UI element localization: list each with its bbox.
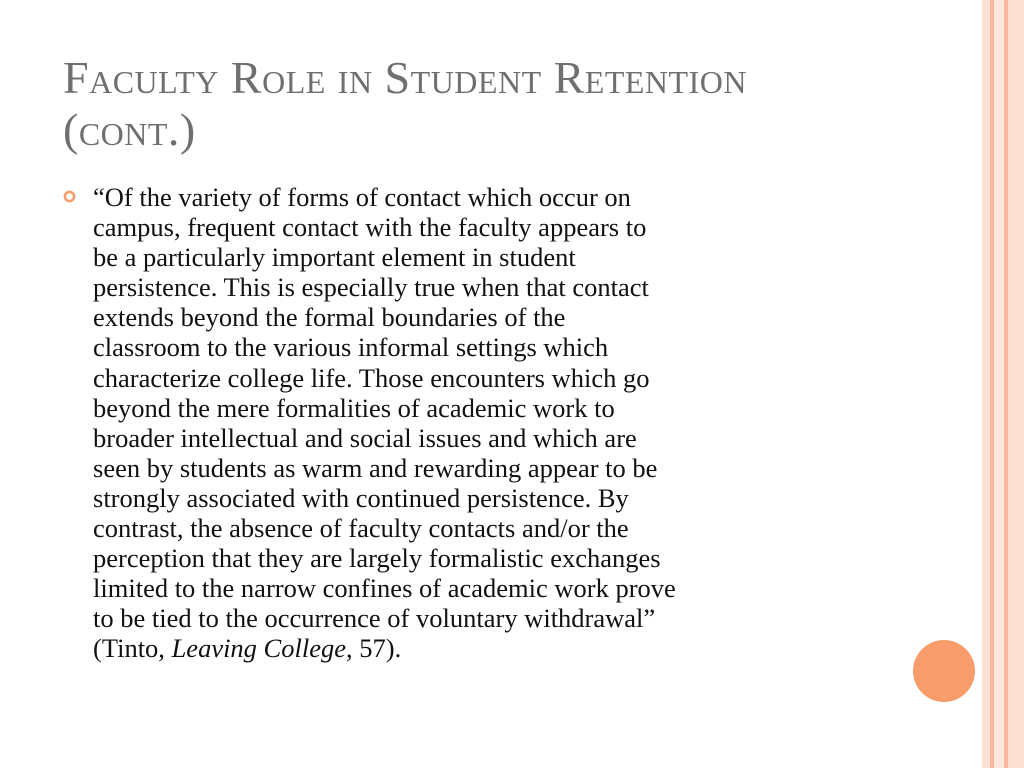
decorative-stripe: [994, 0, 1004, 768]
citation-close: , 57).: [346, 633, 402, 664]
quote-paragraph: [93, 182, 893, 664]
quote-text: “Of the variety of forms of contact which occur on campus, frequent contact with the faculty appears to be a particularly important element in student persistence. This is especially true when that contact extends beyond the formal boundaries of the classroom to the various informal settings which characterize college life. Those encounters which go beyond the mere formalities of academic work to broader intellectual and social issues and which are seen by students as warm and rewarding appear to be strongly associated with continued persistence. By contrast, the absence of faculty contacts and/or the perception that they are largely formalistic exchanges limited to the narrow confines of academic work prove to be tied to the occurrence of voluntary withdrawal”: [93, 182, 676, 634]
decorative-stripe: [1008, 0, 1024, 768]
citation-work-title: Leaving College: [171, 633, 346, 664]
circle-bullet-icon: [63, 190, 76, 203]
decorative-stripe: [982, 0, 990, 768]
citation-open: (Tinto,: [93, 633, 172, 664]
slide-title-line2: (cont.): [63, 104, 196, 155]
citation: [93, 633, 401, 663]
slide-title-line1: Faculty Role in Student Retention: [63, 52, 747, 103]
slide-title: [63, 52, 963, 156]
accent-circle: [913, 640, 975, 702]
